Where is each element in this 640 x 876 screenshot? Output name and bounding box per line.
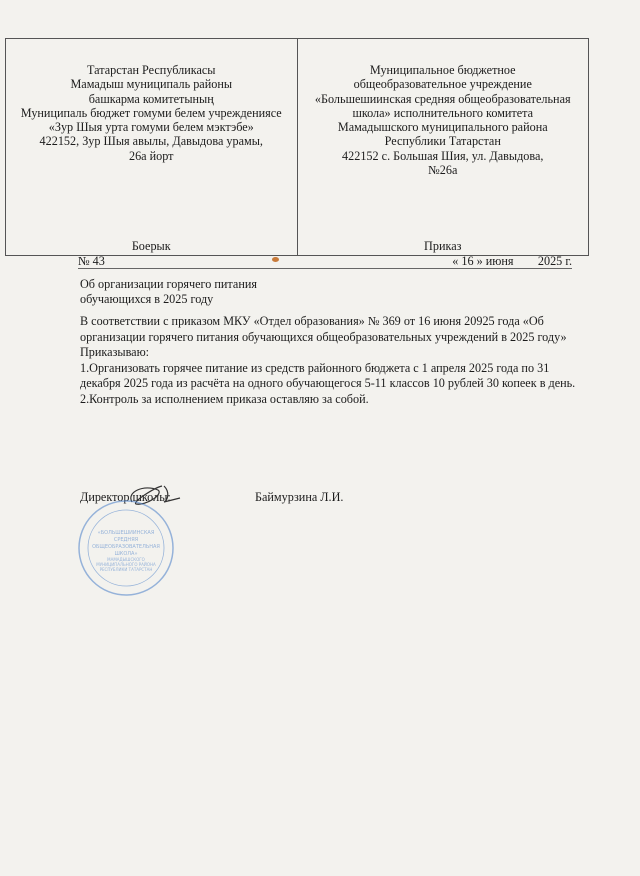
order-number-line: [78, 254, 572, 269]
letterhead-line: 422152, Зур Шыя авылы, Давыдова урамы,: [39, 134, 263, 149]
order-title: [80, 277, 257, 307]
svg-text:ШКОЛА»: ШКОЛА»: [114, 551, 138, 557]
preamble: В соответствии с приказом МКУ «Отдел образования» № 369 от 16 июня 20925 года «Об организации горячего питания обучающихся общеобразовательных учреждений в 2025 году»: [80, 314, 567, 344]
letterhead-table: [5, 38, 589, 256]
letterhead-line: №26а: [428, 163, 458, 178]
letterhead-line: 422152 с. Большая Шия, ул. Давыдова,: [342, 148, 544, 163]
letterhead-line: Республики Татарстан: [384, 134, 501, 149]
order-item: 1.Организовать горячее питание из средств районного бюджета с 1 апреля 2025 года по 31 декабря 2025 года из расчёта на одного обучающегося 5-11 классов 10 рублей 30 копеек в день.: [80, 360, 576, 390]
letterhead-line: общеобразовательное учреждение: [353, 77, 532, 92]
order-date: « 16 » июня 2025 г.: [452, 254, 572, 268]
letterhead-line: «Зур Шыя урта гомуми белем мэктэбе»: [48, 120, 254, 135]
svg-text:МАМАДЫШСКОГО: МАМАДЫШСКОГО: [107, 557, 145, 562]
letterhead-russian: [298, 39, 589, 255]
order-word: Приказываю:: [80, 345, 150, 359]
title-line: Об организации горячего питания: [80, 277, 257, 291]
letterhead-line: Мамадыш муниципаль районы: [70, 77, 233, 92]
title-line: обучающихся в 2025 году: [80, 292, 214, 306]
letterhead-line: 26а йорт: [128, 148, 174, 163]
letterhead-line: Татарстан Республикасы: [86, 63, 216, 77]
school-stamp: [76, 498, 176, 598]
svg-text:«БОЛЬШЕШИИНСКАЯ: «БОЛЬШЕШИИНСКАЯ: [97, 530, 155, 536]
svg-text:СРЕДНЯЯ: СРЕДНЯЯ: [113, 537, 139, 543]
letterhead-line: башкарма комитетының: [88, 91, 214, 106]
order-number: № 43: [78, 254, 105, 268]
doc-type-tatar: Боерык: [131, 238, 171, 253]
order-body: [80, 314, 580, 407]
letterhead-line: Муниципальное бюджетное: [369, 63, 516, 77]
ink-speck: [272, 257, 279, 262]
letterhead-line: Мамадышского муниципального района: [337, 120, 548, 135]
signatory-name: Баймурзина Л.И.: [255, 490, 344, 504]
signature-label: Директор школы:: [80, 490, 171, 504]
letterhead-line: школа» исполнительного комитета: [352, 105, 534, 120]
letterhead-line: Муниципаль бюджет гомуми белем учреждениясе: [20, 105, 282, 120]
letterhead-line: «Большешиинская средняя общеобразовательная: [314, 91, 571, 106]
letterhead-tatar: [6, 39, 298, 255]
doc-type-russian: Приказ: [424, 238, 462, 253]
svg-text:РЕСПУБЛИКИ ТАТАРСТАН: РЕСПУБЛИКИ ТАТАРСТАН: [99, 567, 153, 572]
svg-text:МУНИЦИПАЛЬНОГО РАЙОНА: МУНИЦИПАЛЬНОГО РАЙОНА: [96, 562, 156, 567]
order-item: 2.Контроль за исполнением приказа оставляю за собой.: [80, 391, 369, 406]
svg-text:ОБЩЕОБРАЗОВАТЕЛЬНАЯ: ОБЩЕОБРАЗОВАТЕЛЬНАЯ: [92, 544, 160, 550]
